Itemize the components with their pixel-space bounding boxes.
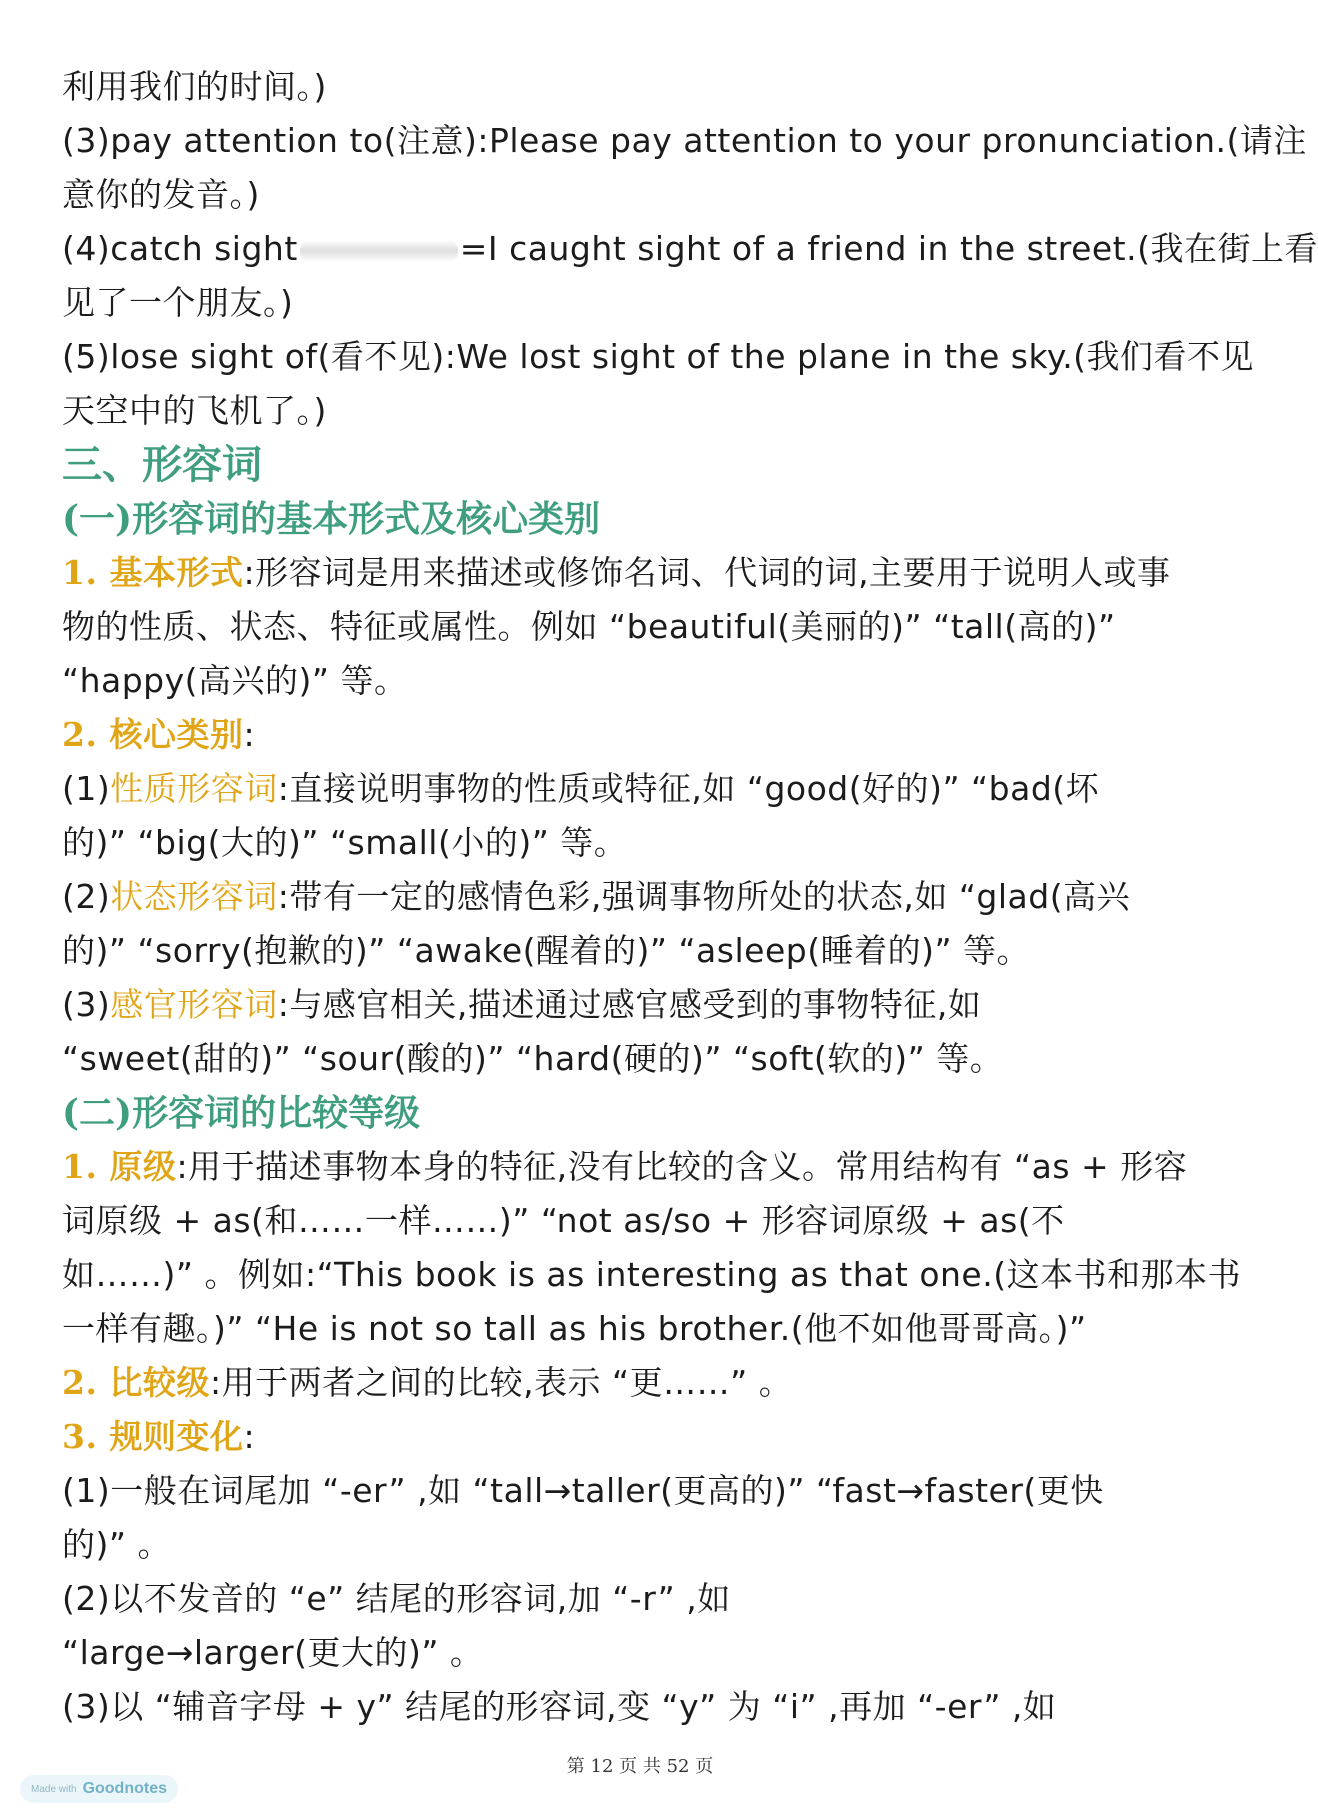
text-line: 的)” “big(大的)” “small(小的)” 等。 xyxy=(62,823,628,862)
line-text: :与感官相关,描述通过感官感受到的事物特征,如 xyxy=(277,985,982,1024)
text-line xyxy=(62,708,1222,762)
regular-changes-label: 3. 规则变化 xyxy=(62,1417,244,1456)
text-line: 如……)” 。例如:“This book is as interesting as that one.(这本书和那本书 xyxy=(62,1255,1242,1294)
text-line: (3)以 “辅音字母 + y” 结尾的形容词,变 “y” 为 “i” ,再加 “-er” ,如 xyxy=(62,1687,1057,1726)
core-categories-label: 2. 核心类别 xyxy=(62,715,244,754)
line-text: I caught sight of a friend in the street.(我在街上看 xyxy=(487,229,1318,268)
text-line: (3)pay attention to(注意):Please pay attention to your pronunciation.(请注 xyxy=(62,121,1307,160)
line-text: :用于两者之间的比较,表示 “更……” 。 xyxy=(209,1363,793,1402)
line-text: : xyxy=(243,1417,256,1456)
text-line: “sweet(甜的)” “sour(酸的)” “hard(硬的)” “soft(软的)” 等。 xyxy=(62,1039,1004,1078)
text-line xyxy=(62,1356,1222,1410)
page-number: 第 12 页 共 52 页 xyxy=(566,1756,714,1777)
text-line: (5)lose sight of(看不见):We lost sight of the plane in the sky.(我们看不见 xyxy=(62,337,1255,376)
text-line: 意你的发音。) xyxy=(62,175,260,214)
item-prefix: (2) xyxy=(62,877,111,916)
text-line xyxy=(62,546,1222,600)
goodnotes-badge xyxy=(20,1775,178,1803)
line-text: :用于描述事物本身的特征,没有比较的含义。常用结构有 “as + 形容 xyxy=(176,1147,1188,1186)
text-line: 一样有趣。)” “He is not so tall as his brother.(他不如他哥哥高。)” xyxy=(62,1309,1087,1348)
badge-brand: Goodnotes xyxy=(82,1780,167,1797)
text-line: 的)” 。 xyxy=(62,1525,171,1564)
text-line: (4)catch sight =I caught sight of a friend in the street.(我在街上看 xyxy=(62,229,1318,268)
text-line xyxy=(62,762,1222,816)
state-adjective-label: 状态形容词 xyxy=(110,877,278,916)
line-text: : xyxy=(243,715,256,754)
text-line: (1)一般在词尾加 “-er” ,如 “tall→taller(更高的)” “fast→faster(更快 xyxy=(62,1471,1104,1510)
text-line: 见了一个朋友。) xyxy=(62,283,294,322)
text-line: 利用我们的时间。) xyxy=(62,67,327,106)
text-line xyxy=(62,978,1222,1032)
text-line: 的)” “sorry(抱歉的)” “awake(醒着的)” “asleep(睡着的)” 等。 xyxy=(62,931,1031,970)
quality-adjective-label: 性质形容词 xyxy=(110,769,278,808)
text-line: “large→larger(更大的)” 。 xyxy=(62,1633,484,1672)
line-prefix: (4)catch sight xyxy=(62,229,298,268)
line-text: :形容词是用来描述或修饰名词、代词的词,主要用于说明人或事 xyxy=(243,553,1171,592)
text-line: 天空中的飞机了。) xyxy=(62,391,327,430)
positive-degree-label: 1. 原级 xyxy=(62,1147,177,1186)
item-prefix: (3) xyxy=(62,985,111,1024)
text-line: 词原级 + as(和……一样……)” “not as/so + 形容词原级 + as(不 xyxy=(62,1201,1065,1240)
redacted-blur xyxy=(300,240,458,262)
comparative-degree-label: 2. 比较级 xyxy=(62,1363,210,1402)
text-line: 物的性质、状态、特征或属性。例如 “beautiful(美丽的)” “tall(高的)” xyxy=(62,607,1116,646)
text-line xyxy=(62,1140,1222,1194)
text-line: (2)以不发音的 “e” 结尾的形容词,加 “-r” ,如 xyxy=(62,1579,731,1618)
document-page xyxy=(62,60,1318,1734)
line-text: :直接说明事物的性质或特征,如 “good(好的)” “bad(坏 xyxy=(277,769,1100,808)
subsection-heading-comparison: (二)形容词的比较等级 xyxy=(62,1092,421,1134)
subsection-heading-basic: (一)形容词的基本形式及核心类别 xyxy=(62,498,601,540)
text-line: “happy(高兴的)” 等。 xyxy=(62,661,408,700)
line-text: :带有一定的感情色彩,强调事物所处的状态,如 “glad(高兴 xyxy=(277,877,1131,916)
item-prefix: (1) xyxy=(62,769,111,808)
text-line xyxy=(62,1410,1222,1464)
sensory-adjective-label: 感官形容词 xyxy=(110,985,278,1024)
text-line xyxy=(62,870,1222,924)
badge-made-with: Made with xyxy=(30,1783,77,1795)
section-heading-adjectives: 三、形容词 xyxy=(62,441,262,488)
basic-form-label: 1. 基本形式 xyxy=(62,553,244,592)
